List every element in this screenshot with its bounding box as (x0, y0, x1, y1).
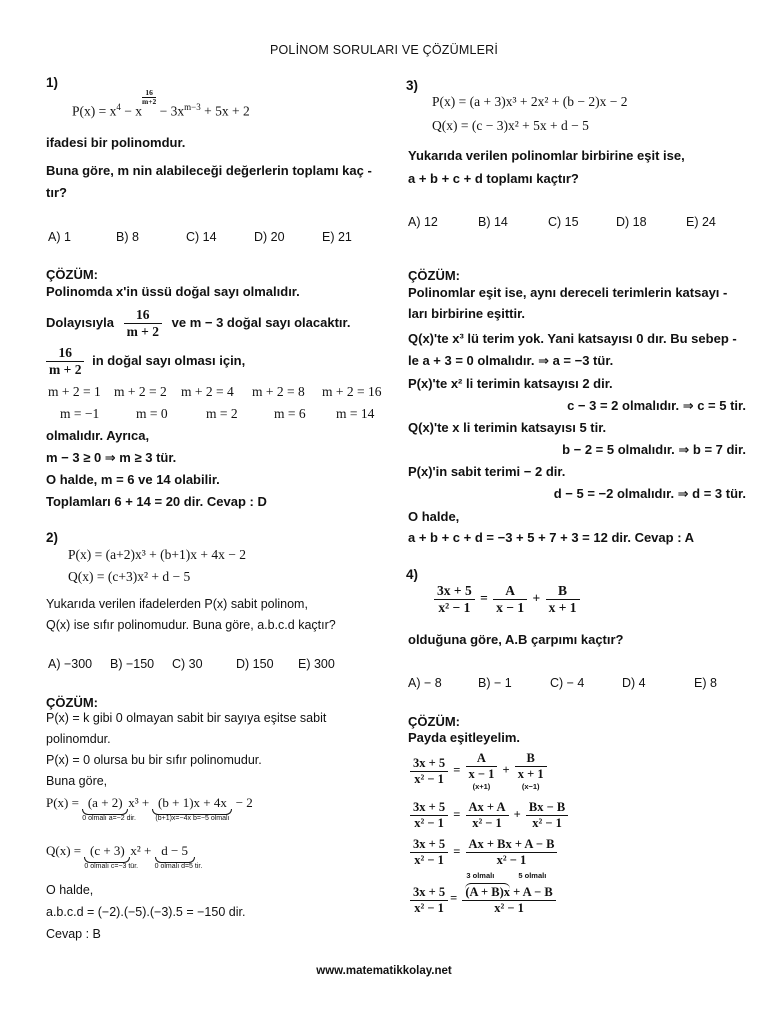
question-1-number: 1) (46, 75, 59, 90)
q4-s2-a (466, 800, 509, 831)
q1-choice-e: E) 21 (322, 230, 352, 244)
q4-s2-b-num: Bx − B (526, 800, 568, 816)
q2-qq0: Q(x) = (46, 843, 85, 858)
q2-brace-b (152, 795, 232, 823)
q1-choice-c: C) 14 (186, 230, 217, 244)
q1-sol-2b: ve m − 3 doğal sayı olacaktır. (171, 314, 351, 330)
q4-s2-a-num: Ax + A (466, 800, 509, 816)
q1-minus: − x (120, 103, 142, 119)
q2-p-equation: P(x) = (a+2)x³ + (b+1)x + 4x − 2 (68, 547, 246, 562)
q2-brace-d-note: 0 olmalı d=5 tir. (154, 863, 203, 870)
q4-s4-lhs-den: x² − 1 (414, 901, 444, 915)
q1-eq-1: m + 2 = 1 (48, 384, 101, 399)
q2-sol-1: P(x) = k gibi 0 olmayan sabit bir sayıya eşitse sabit (46, 711, 327, 725)
q1-exp4: 4 (116, 102, 121, 112)
q4-s4-rhs-den: x² − 1 (494, 901, 524, 915)
q3-sol-1: Polinomlar eşit ise, aynı dereceli terimlerin katsayı - (408, 285, 728, 300)
q4-s1-lhs-den: x² − 1 (414, 771, 444, 786)
q1-solution-label: ÇÖZÜM: (46, 267, 98, 282)
q3-choice-d: D) 18 (616, 215, 647, 229)
q1-rest: + 5x + 2 (200, 103, 250, 119)
q1-eq-5: m + 2 = 16 (322, 384, 382, 399)
q1-choice-d: D) 20 (254, 230, 285, 244)
q1-sol-2 (46, 307, 351, 340)
q1-sol-3b: in doğal sayı olması için, (92, 352, 246, 368)
q1-frac-1-den: m + 2 (126, 324, 160, 339)
q3-sol-9: P(x)'in sabit terimi − 2 dir. (408, 464, 566, 479)
q3-text-2: a + b + c + d toplamı kaçtır? (408, 171, 579, 186)
q1-lhs: P(x) = x (72, 103, 117, 119)
q2-brace-b-note: (b+1)x=−4x b=−5 olmalı (155, 815, 230, 822)
q2-qq3: d − 5 (161, 843, 189, 858)
q4-choice-e: E) 8 (694, 676, 717, 690)
q2-brace-d (154, 843, 203, 871)
q1-m-1: m = −1 (60, 406, 100, 421)
q4-s3-rhs (466, 837, 558, 868)
q3-solution-label: ÇÖZÜM: (408, 268, 460, 283)
q3-sol-6: c − 3 = 2 olmalıdır. ⇒ c = 5 tir. (567, 398, 746, 413)
q4-s2-lhs-num: 3x + 5 (410, 800, 448, 816)
q3-sol-8: b − 2 = 5 olmalıdır. ⇒ b = 7 dir. (562, 442, 746, 457)
q2-sol-2: polinomdur. (46, 732, 111, 746)
q2-sol-4: Buna göre, (46, 774, 108, 788)
q2-pp2: x³ + (128, 795, 153, 810)
q4-choice-a: A) − 8 (408, 676, 442, 690)
q4-s1-a-mult: (x+1) (472, 782, 491, 791)
q1-text-3: tır? (46, 185, 67, 200)
q4-s2-a-den: x² − 1 (472, 816, 502, 830)
q4-s1-b-den: x + 1 (517, 767, 544, 781)
q3-choice-c: C) 15 (548, 215, 579, 229)
q4-s1-a (466, 751, 498, 791)
q4-step-1: $\frac{3x + 5}{\text{x² − 1}}$ = A x − 1 (x+1) + B x + 1 (x−1) (408, 751, 549, 791)
q2-choice-c: C) 30 (172, 657, 203, 671)
q4-s1-a-den: x − 1 (468, 767, 495, 781)
q4-s3-lhs (410, 837, 448, 868)
q4-step-3: $\frac{3x + 5}{\text{x² − 1}}$ = $\frac{Ax + Bx + A - B}{\text{x² − 1}}$ (408, 837, 559, 868)
q2-pp4: − 2 (232, 795, 253, 810)
q1-sol-6: O halde, m = 6 ve 14 olabilir. (46, 472, 220, 487)
q2-sol-5: O halde, (46, 883, 94, 897)
q2-qq1: (c + 3) (90, 843, 125, 858)
q4-s4-note-2: 5 olmalı (518, 871, 547, 880)
q2-sol-6: a.b.c.d = (−2).(−5).(−3).5 = −150 dir. (46, 905, 246, 919)
q1-eq-3: m + 2 = 4 (181, 384, 234, 399)
q4-s1-a-num: A (466, 751, 498, 767)
q1-sol-4: olmalıdır. Ayrıca, (46, 428, 150, 443)
q4-b-den: x + 1 (548, 600, 577, 615)
q2-choice-e: E) 300 (298, 657, 335, 671)
q4-s4-amb: + A − B (510, 885, 553, 899)
q4-s4-rhs (462, 871, 555, 916)
q3-sol-4: le a + 3 = 0 olmalıdır. ⇒ a = −3 tür. (408, 353, 614, 368)
question-1-equation (72, 88, 250, 120)
q4-s1-lhs (410, 756, 448, 787)
q4-b-num: B (546, 583, 580, 600)
q1-choice-b: B) 8 (116, 230, 139, 244)
q1-choice-a: A) 1 (48, 230, 71, 244)
q4-s2-lhs (410, 800, 448, 831)
q2-brace-c (84, 843, 139, 871)
q4-s2-b (526, 800, 568, 831)
q4-a-num: A (493, 583, 527, 600)
q2-brace-a-note: 0 olmalı a=−2 dir. (82, 815, 136, 822)
q2-sol-7: Cevap : B (46, 927, 101, 941)
q1-exp-frac-den: m+2 (142, 97, 157, 106)
q4-lhs-num: 3x + 5 (434, 583, 475, 600)
q4-lhs-den: x² − 1 (438, 600, 471, 615)
q4-equation: $\frac{3x + 5}{\text{x² − 1}}$ = $\frac{A}{x - 1}$ + $\frac{B}{x + 1}$ (432, 583, 582, 616)
q1-frac-2-den: m + 2 (49, 362, 82, 377)
q4-b-frac (546, 583, 580, 616)
q3-sol-2: ları birbirine eşittir. (408, 306, 526, 321)
q1-m-4: m = 6 (274, 406, 306, 421)
q4-sol-1: Payda eşitleyelim. (408, 730, 521, 745)
q2-choice-a: A) −300 (48, 657, 93, 671)
q2-pp0: P(x) = (46, 795, 83, 810)
q2-choice-d: D) 150 (236, 657, 274, 671)
q4-step-4: $\frac{3x + 5}{\text{x² − 1}}$ = 3 olmalı 5 olmalı (A + B)x + A − B x² − 1 (408, 877, 558, 916)
q1-sol-2a: Dolayısıyla (46, 314, 114, 330)
q1-frac-2 (46, 345, 84, 378)
q4-a-frac (493, 583, 527, 616)
q4-s1-b-mult: (x−1) (521, 782, 540, 791)
q4-s1-lhs-num: 3x + 5 (410, 756, 448, 772)
q1-eq-2: m + 2 = 2 (114, 384, 167, 399)
q4-solution-label: ÇÖZÜM: (408, 714, 460, 729)
q4-step-2: $\frac{3x + 5}{\text{x² − 1}}$ = $\frac{Ax + A}{\text{x² − 1}}$ + $\frac{Bx - B}{\text{x² − 1}}$ (408, 800, 570, 831)
q3-p-equation: P(x) = (a + 3)x³ + 2x² + (b − 2)x − 2 (432, 94, 628, 109)
q4-choice-d: D) 4 (622, 676, 646, 690)
q2-solution-label: ÇÖZÜM: (46, 695, 98, 710)
q4-s3-rhs-den: x² − 1 (496, 853, 527, 867)
q2-brace-a (82, 795, 136, 823)
q2-choice-b: B) −150 (110, 657, 155, 671)
q1-sol-3 (46, 345, 245, 378)
q4-s3-lhs-num: 3x + 5 (410, 837, 448, 853)
q4-choice-c: C) − 4 (550, 676, 585, 690)
question-3-number: 3) (406, 78, 419, 93)
q1-frac-2-num: 16 (46, 345, 84, 362)
page-title: POLİNOM SORULARI VE ÇÖZÜMLERİ (269, 43, 499, 57)
q3-sol-12: a + b + c + d = −3 + 5 + 7 + 3 = 12 dir. Cevap : A (408, 530, 695, 545)
q3-sol-11: O halde, (408, 509, 460, 524)
q1-sol-7: Toplamları 6 + 14 = 20 dir. Cevap : D (46, 494, 267, 509)
q3-choice-a: A) 12 (408, 215, 438, 229)
q4-s2-b-den: x² − 1 (532, 816, 562, 830)
q3-choice-e: E) 24 (686, 215, 716, 229)
q4-a-den: x − 1 (496, 600, 525, 615)
q2-text-2: Q(x) ise sıfır polinomudur. Buna göre, a.b.c.d kaçtır? (46, 618, 336, 632)
q1-text-2: Buna göre, m nin alabileceği değerlerin toplamı kaç - (46, 163, 372, 178)
q4-s1-b (515, 751, 547, 791)
q1-eq-4: m + 2 = 8 (252, 384, 305, 399)
q2-pp1: (a + 2) (87, 795, 123, 810)
q3-sol-10: d − 5 = −2 olmalıdır. ⇒ d = 3 tür. (553, 486, 746, 501)
q1-m-3: m = 2 (206, 406, 238, 421)
q3-sol-3: Q(x)'te x³ lü terim yok. Yani katsayısı 0 dır. Bu sebep - (408, 331, 737, 346)
q4-s4-lhs (410, 885, 448, 916)
question-2-number: 2) (46, 530, 59, 545)
q4-choice-b: B) − 1 (478, 676, 512, 690)
q1-frac-1 (124, 307, 162, 340)
q2-p-braced (46, 795, 253, 823)
q1-frac-1-num: 16 (124, 307, 162, 324)
q3-q-equation: Q(x) = (c − 3)x² + 5x + d − 5 (432, 118, 589, 133)
q4-s4-rhs-num (462, 871, 555, 901)
q4-lhs-frac (434, 583, 475, 616)
q3-sol-7: Q(x)'te x li terimin katsayısı 5 tir. (408, 420, 607, 435)
q1-m-5: m = 14 (336, 406, 375, 421)
q1-m-2: m = 0 (136, 406, 168, 421)
q4-s2-lhs-den: x² − 1 (414, 816, 444, 830)
q2-sol-3: P(x) = 0 olursa bu bir sıfır polinomudur. (46, 753, 262, 767)
q4-s3-lhs-den: x² − 1 (414, 853, 444, 867)
q4-s4-note-1: 3 olmalı (466, 871, 495, 880)
q2-pp3: (b + 1)x + 4x (158, 795, 227, 810)
question-4-number: 4) (406, 567, 419, 582)
q1-sol-1: Polinomda x'in üssü doğal sayı olmalıdır. (46, 284, 300, 299)
q1-exp-m3: m−3 (184, 102, 201, 112)
q4-s4-ab: (A + B)x (465, 885, 510, 899)
q4-s3-rhs-num: Ax + Bx + A − B (466, 837, 558, 853)
q2-q-equation: Q(x) = (c+3)x² + d − 5 (68, 569, 191, 584)
q4-s1-b-num: B (515, 751, 547, 767)
q2-qq2: x² + (130, 843, 155, 858)
q4-s4-lhs-num: 3x + 5 (410, 885, 448, 901)
q2-text-1: Yukarıda verilen ifadelerden P(x) sabit polinom, (46, 597, 308, 611)
q1-sol-5: m − 3 ≥ 0 ⇒ m ≥ 3 tür. (46, 450, 177, 465)
q1-text-1: ifadesi bir polinomdur. (46, 135, 186, 150)
q3-text-1: Yukarıda verilen polinomlar birbirine eşit ise, (408, 148, 685, 163)
q3-sol-5: P(x)'te x² li terimin katsayısı 2 dir. (408, 376, 613, 391)
q2-q-braced (46, 843, 203, 871)
q4-text-1: olduğuna göre, A.B çarpımı kaçtır? (408, 632, 624, 647)
q1-exp-frac-num: 16 (142, 89, 156, 98)
q3-choice-b: B) 14 (478, 215, 508, 229)
q2-brace-c-note: 0 olmalı c=−3 tür. (84, 863, 139, 870)
footer-website[interactable]: www.matematikkolay.net (316, 965, 452, 977)
q1-mid: − 3x (156, 103, 185, 119)
